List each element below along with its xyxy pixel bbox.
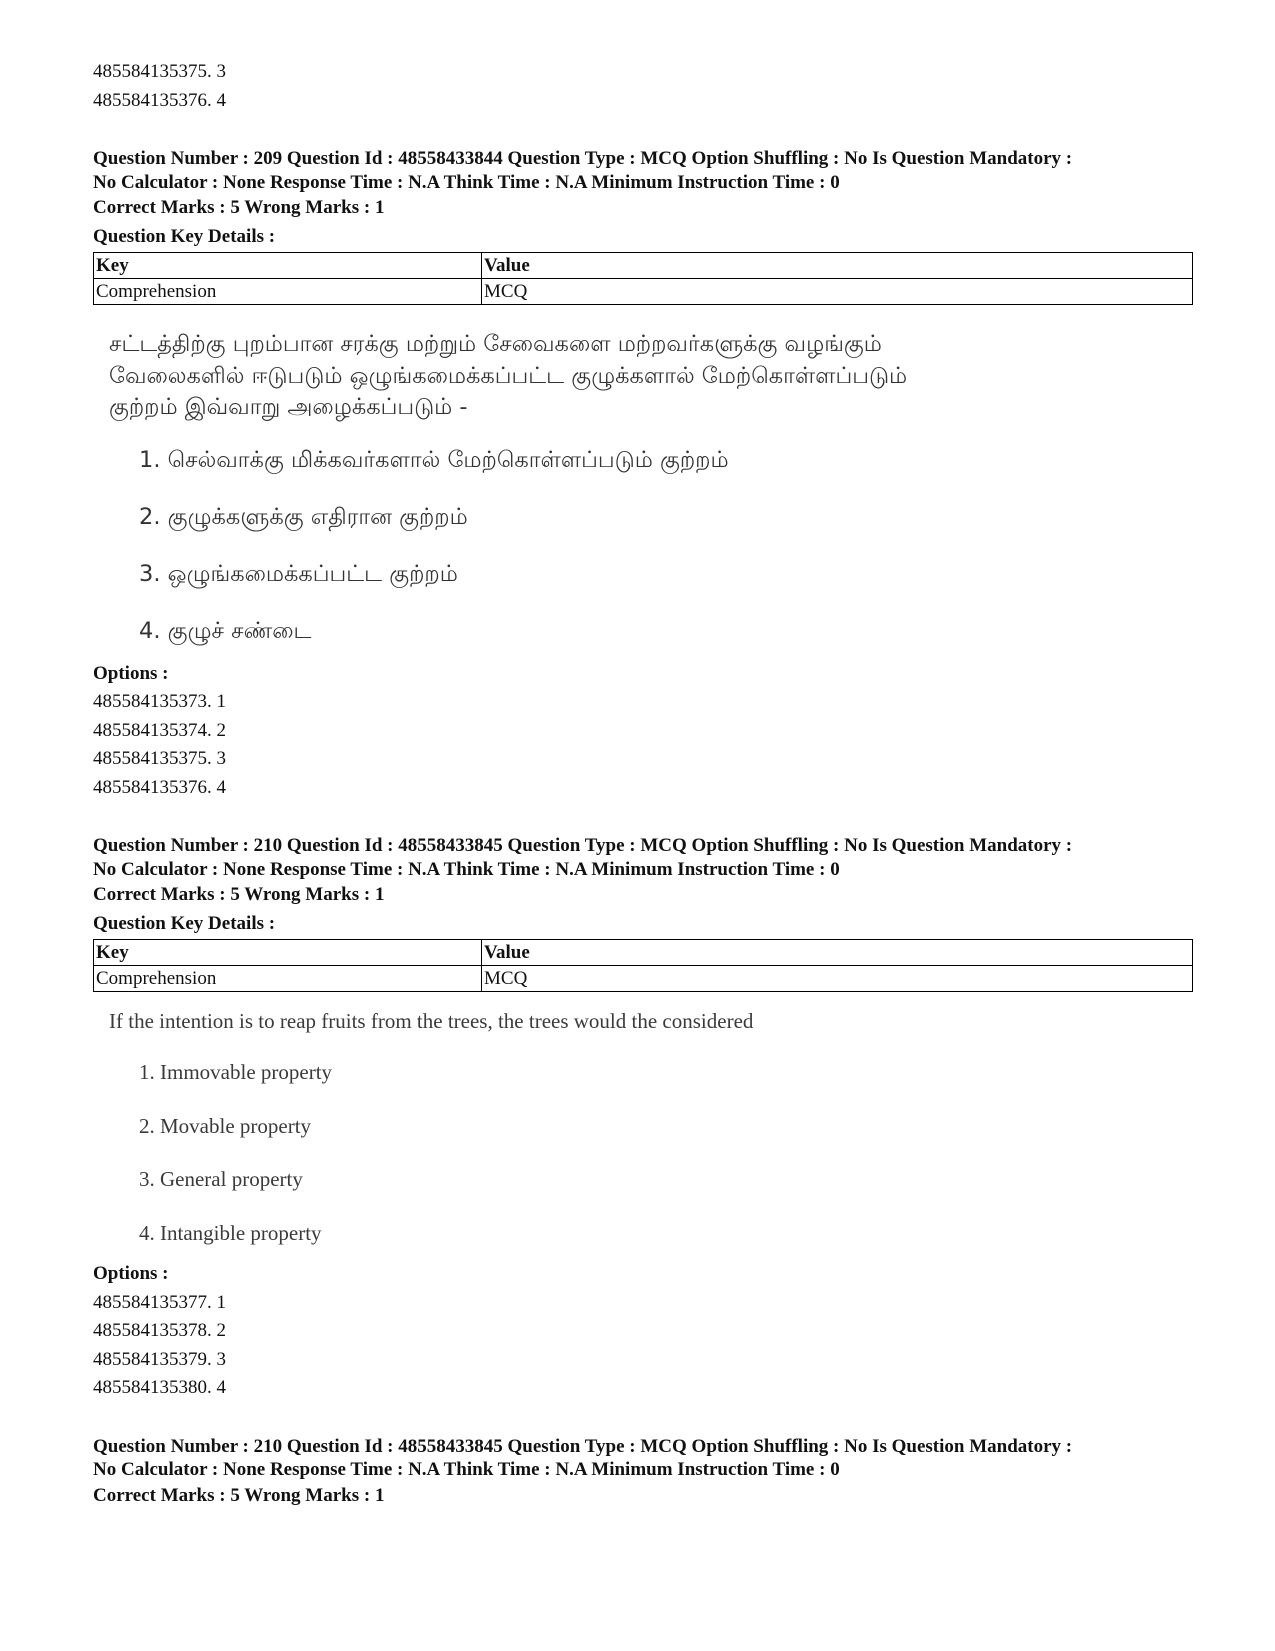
document-page <box>93 58 1193 1510</box>
value-header-cell: Value <box>482 940 1193 966</box>
question-210 <box>93 834 1193 1403</box>
option-line: 485584135375. 3 <box>93 61 226 82</box>
choice-2: 2. Movable property <box>139 1113 312 1138</box>
key-details-label: Question Key Details : <box>93 912 276 934</box>
question-header-line-1: Question Number : 209 Question Id : 48558433844 Question Type : MCQ Option Shuffling : No Is Question Mandatory : <box>93 148 1073 169</box>
question-header-line-2: No Calculator : None Response Time : N.A Think Time : N.A Minimum Instruction Time : 0 <box>93 1459 840 1480</box>
question-image-tamil <box>109 329 1193 660</box>
option-line: 485584135376. 4 <box>93 776 226 798</box>
question-header-line-2: No Calculator : None Response Time : N.A Think Time : N.A Minimum Instruction Time : 0 <box>93 858 840 880</box>
marks-line: Correct Marks : 5 Wrong Marks : 1 <box>93 1484 385 1506</box>
value-cell: MCQ <box>482 279 1193 305</box>
marks-line: Correct Marks : 5 Wrong Marks : 1 <box>93 197 385 218</box>
option-line: 485584135378. 2 <box>93 1320 226 1341</box>
question-stem-line: சட்டத்திற்கு புறம்பான சரக்கு மற்றும் சேவைகளை மற்றவர்களுக்கு வழங்கும் <box>109 331 882 357</box>
choice-3: 3. ஒழுங்கமைக்கப்பட்ட குற்றம் <box>139 560 458 587</box>
question-image-english <box>109 1006 1193 1260</box>
table-header-row <box>94 253 1193 279</box>
table-row <box>94 279 1193 305</box>
question-stem-line: குற்றம் இவ்வாறு அழைக்கப்படும் - <box>109 394 468 420</box>
options-label: Options : <box>93 662 169 684</box>
key-details-table <box>93 939 1193 992</box>
question-stem: If the intention is to reap fruits from the trees, the trees would the considered <box>109 1009 754 1033</box>
key-details-label: Question Key Details : <box>93 225 276 247</box>
option-line: 485584135377. 1 <box>93 1291 226 1313</box>
choice-4: 4. Intangible property <box>139 1220 322 1245</box>
key-header-cell: Key <box>94 253 482 279</box>
choice-1: 1. Immovable property <box>139 1060 333 1084</box>
key-cell: Comprehension <box>94 279 482 305</box>
question-210-repeat <box>93 1435 1193 1511</box>
choice-2: 2. குழுக்களுக்கு எதிரான குற்றம் <box>139 503 468 530</box>
table-header-row <box>94 940 1193 966</box>
question-header-line-1: Question Number : 210 Question Id : 48558433845 Question Type : MCQ Option Shuffling : No Is Question Mandatory : <box>93 835 1073 856</box>
key-details-table <box>93 252 1193 305</box>
key-header-cell: Key <box>94 940 482 966</box>
option-line: 485584135375. 3 <box>93 748 226 769</box>
option-line: 485584135373. 1 <box>93 691 226 712</box>
question-header-line-2: No Calculator : None Response Time : N.A Think Time : N.A Minimum Instruction Time : 0 <box>93 171 840 193</box>
marks-line: Correct Marks : 5 Wrong Marks : 1 <box>93 884 385 905</box>
option-line: 485584135374. 2 <box>93 719 226 741</box>
choice-4: 4. குழுச் சண்டை <box>139 617 312 644</box>
option-line: 485584135380. 4 <box>93 1377 226 1398</box>
value-cell: MCQ <box>482 966 1193 992</box>
option-line: 485584135379. 3 <box>93 1348 226 1370</box>
question-stem-line: வேலைகளில் ஈடுபடும் ஒழுங்கமைக்கப்பட்ட குழுக்களால் மேற்கொள்ளப்படும் <box>109 362 908 389</box>
question-209 <box>93 147 1193 802</box>
options-label: Options : <box>93 1263 169 1284</box>
table-row <box>94 966 1193 992</box>
choice-3: 3. General property <box>139 1167 303 1191</box>
question-header-line-1: Question Number : 210 Question Id : 48558433845 Question Type : MCQ Option Shuffling : No Is Question Mandatory : <box>93 1435 1073 1457</box>
option-line: 485584135376. 4 <box>93 89 226 111</box>
previous-options-list <box>93 58 1193 115</box>
value-header-cell: Value <box>482 253 1193 279</box>
key-cell: Comprehension <box>94 966 482 992</box>
choice-1: 1. செல்வாக்கு மிக்கவர்களால் மேற்கொள்ளப்படும் குற்றம் <box>139 446 729 473</box>
